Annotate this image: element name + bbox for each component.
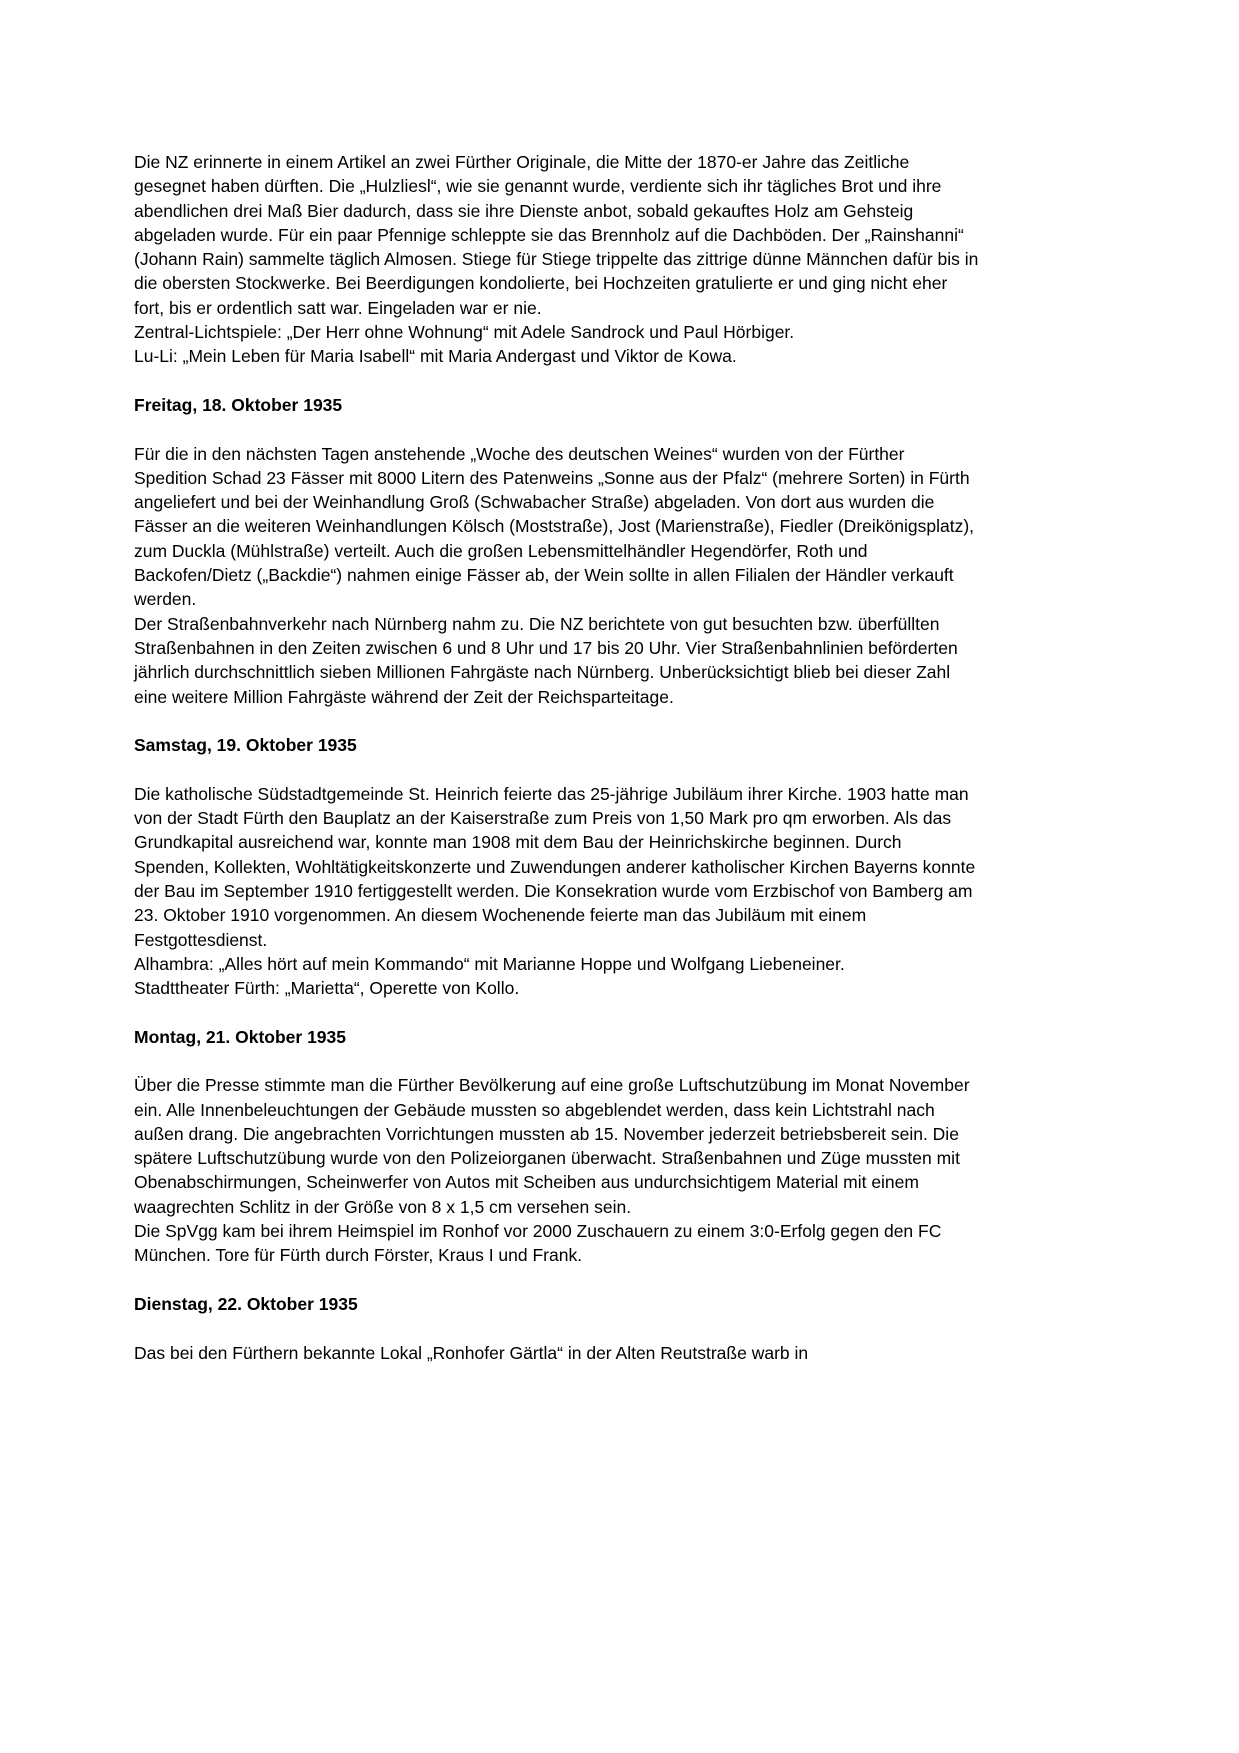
heading-dienstag-22-oktober-1935: Dienstag, 22. Oktober 1935 [134, 1293, 358, 1314]
paragraph-woche-des-deutschen-weines: Für die in den nächsten Tagen anstehende „Woche des deutschen Weines“ wurden von der Fürther Spedition Schad 23 Fässer mit 8000 Litern des Patenweins „Sonne aus der Pfalz“ (mehrere Sorten) in Fürth angeliefert und bei der Weinhandlung Groß (Schwabacher Straße) abgeladen. Von dort aus wurden die Fässer an die weiteren Weinhandlungen Kölsch (Moststraße), Jost (Marienstraße), Fiedler (Dreikönigsplatz), zum Duckla (Mühlstraße) verteilt. Auch die großen Lebensmittelhändler Hegendörfer, Roth und Backofen/Dietz („Backdie“) nahmen einige Fässer ab, der Wein sollte in allen Filialen der Händler verkauft werden. [134, 443, 975, 610]
heading-samstag-19-oktober-1935: Samstag, 19. Oktober 1935 [134, 735, 357, 756]
line-zentral-lichtspiele: Zentral-Lichtspiele: „Der Herr ohne Wohnung“ mit Adele Sandrock und Paul Hörbiger. [134, 322, 795, 343]
line-stadttheater-fuerth: Stadttheater Fürth: „Marietta“, Operette von Kollo. [134, 978, 520, 999]
paragraph-fuerther-originale: Die NZ erinnerte in einem Artikel an zwei Fürther Originale, die Mitte der 1870-er Jahre das Zeitliche gesegnet haben dürften. Die „Hulzliesl“, wie sie genannt wurde, verdiente sich ihr tägliches Brot und ihre abendlichen drei Maß Bier dadurch, dass sie ihre Dienste anbot, sobald gekauftes Holz am Gehsteig abgeladen wurde. Für ein paar Pfennige schleppte sie das Brennholz auf die Dachböden. Der „Rainshanni“ (Johann Rain) sammelte täglich Almosen. Stiege für Stiege trippelte das zittrige dünne Männchen dafür bis in die obersten Stockwerke. Bei Beerdigungen kondolierte, bei Hochzeiten gratulierte er und ging nicht eher fort, bis er ordentlich satt war. Eingeladen war er nie. [134, 152, 979, 318]
paragraph-ronhofer-gaertla: Das bei den Fürthern bekannte Lokal „Ronhofer Gärtla“ in der Alten Reutstraße warb in [134, 1342, 809, 1363]
paragraph-luftschutzuebung: Über die Presse stimmte man die Fürther Bevölkerung auf eine große Luftschutzübung im Monat November ein. Alle Innenbeleuchtungen der Gebäude mussten so abgeblendet werden, dass kein Lichtstrahl nach außen drang. Die angebrachten Vorrichtungen mussten ab 15. November jederzeit betriebsbereit sein. Die spätere Luftschutzübung wurde von den Polizeiorganen überwacht. Straßenbahnen und Züge mussten mit Obenabschirmungen, Scheinwerfer von Autos mit Scheiben aus undurchsichtigem Material mit einem waagrechten Schlitz in der Größe von 8 x 1,5 cm versehen sein. [134, 1075, 970, 1217]
heading-montag-21-oktober-1935: Montag, 21. Oktober 1935 [134, 1026, 347, 1047]
line-lu-li: Lu-Li: „Mein Leben für Maria Isabell“ mit Maria Andergast und Viktor de Kowa. [134, 346, 737, 367]
paragraph-st-heinrich-jubilaeum: Die katholische Südstadtgemeinde St. Heinrich feierte das 25-jährige Jubiläum ihrer Kirche. 1903 hatte man von der Stadt Fürth den Bauplatz an der Kaiserstraße zum Preis von 1,50 Mark pro qm erworben. Als das Grundkapital ausreichend war, konnte man 1908 mit dem Bau der Heinrichskirche beginnen. Durch Spenden, Kollekten, Wohltätigkeitskonzerte und Zuwendungen anderer katholischer Kirchen Bayerns konnte der Bau im September 1910 fertiggestellt werden. Die Konsekration wurde vom Erzbischof von Bamberg am 23. Oktober 1910 vorgenommen. An diesem Wochenende feierte man das Jubiläum mit einem Festgottesdienst. [134, 783, 976, 950]
paragraph-spvgg-heimspiel: Die SpVgg kam bei ihrem Heimspiel im Ronhof vor 2000 Zuschauern zu einem 3:0-Erfolg gegen den FC München. Tore für Fürth durch Förster, Kraus I und Frank. [134, 1221, 942, 1266]
paragraph-strassenbahnverkehr: Der Straßenbahnverkehr nach Nürnberg nahm zu. Die NZ berichtete von gut besuchten bzw. überfüllten Straßenbahnen in den Zeiten zwischen 6 und 8 Uhr und 17 bis 20 Uhr. Vier Straßenbahnlinien beförderten jährlich durchschnittlich sieben Millionen Fahrgäste nach Nürnberg. Unberücksichtigt blieb bei dieser Zahl eine weitere Million Fahrgäste während der Zeit der Reichsparteitage. [134, 613, 958, 707]
heading-freitag-18-oktober-1935: Freitag, 18. Oktober 1935 [134, 394, 343, 415]
line-alhambra: Alhambra: „Alles hört auf mein Kommando“ mit Marianne Hoppe und Wolfgang Liebeneiner. [134, 953, 845, 974]
